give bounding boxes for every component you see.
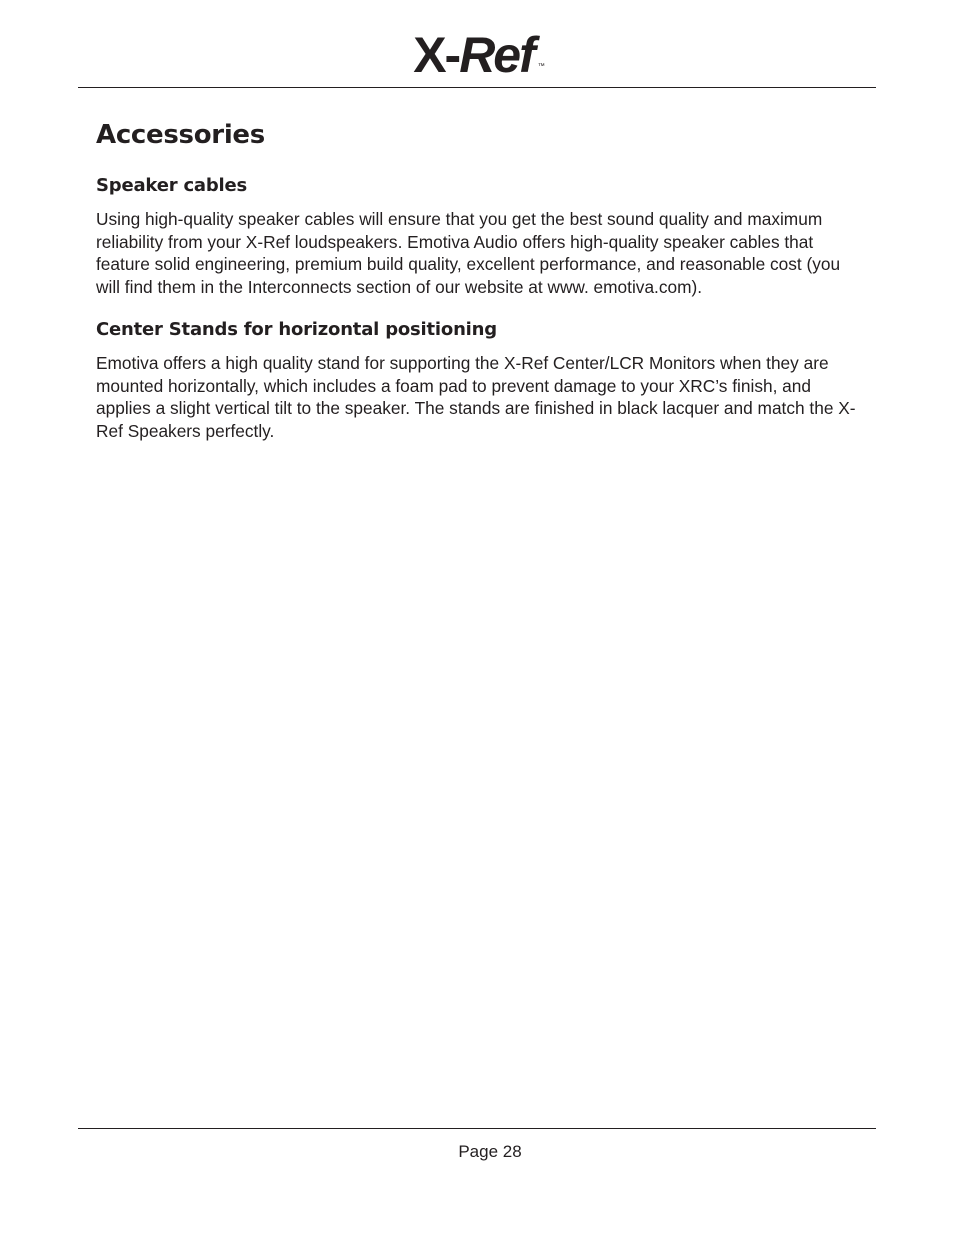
- section-title: Accessories: [96, 120, 265, 150]
- subsection-heading-speaker-cables: Speaker cables: [96, 175, 248, 196]
- logo-italic-text: Ref: [459, 27, 534, 83]
- logo-main-text: X-: [413, 27, 460, 83]
- header-divider: [78, 87, 876, 88]
- brand-logo: [0, 26, 954, 84]
- subsection-body-speaker-cables: Using high-quality speaker cables will ensure that you get the best sound quality and maximum reliability from your X-Ref loudspeakers. Emotiva Audio offers high-quality speaker cables that feature solid engineering, premium build quality, excellent performance, and reasonable cost (you will find them in the Interconnects section of our website at www. emotiva.com).: [96, 209, 841, 297]
- subsection-body-center-stands: Emotiva offers a high quality stand for supporting the X-Ref Center/LCR Monitors when they are mounted horizontally, which includes a foam pad to prevent damage to your XRC’s finish, and applies a slight vertical tilt to the speaker. The stands are finished in black lacquer and match the X-Ref Speakers perfectly.: [96, 353, 856, 441]
- page-number: Page 28: [458, 1142, 522, 1161]
- footer-divider: [78, 1128, 876, 1129]
- page-content: [96, 116, 861, 442]
- subsection-heading-center-stands: Center Stands for horizontal positioning: [96, 319, 497, 340]
- trademark-symbol: ™: [537, 63, 545, 70]
- logo-wordmark: [413, 26, 545, 84]
